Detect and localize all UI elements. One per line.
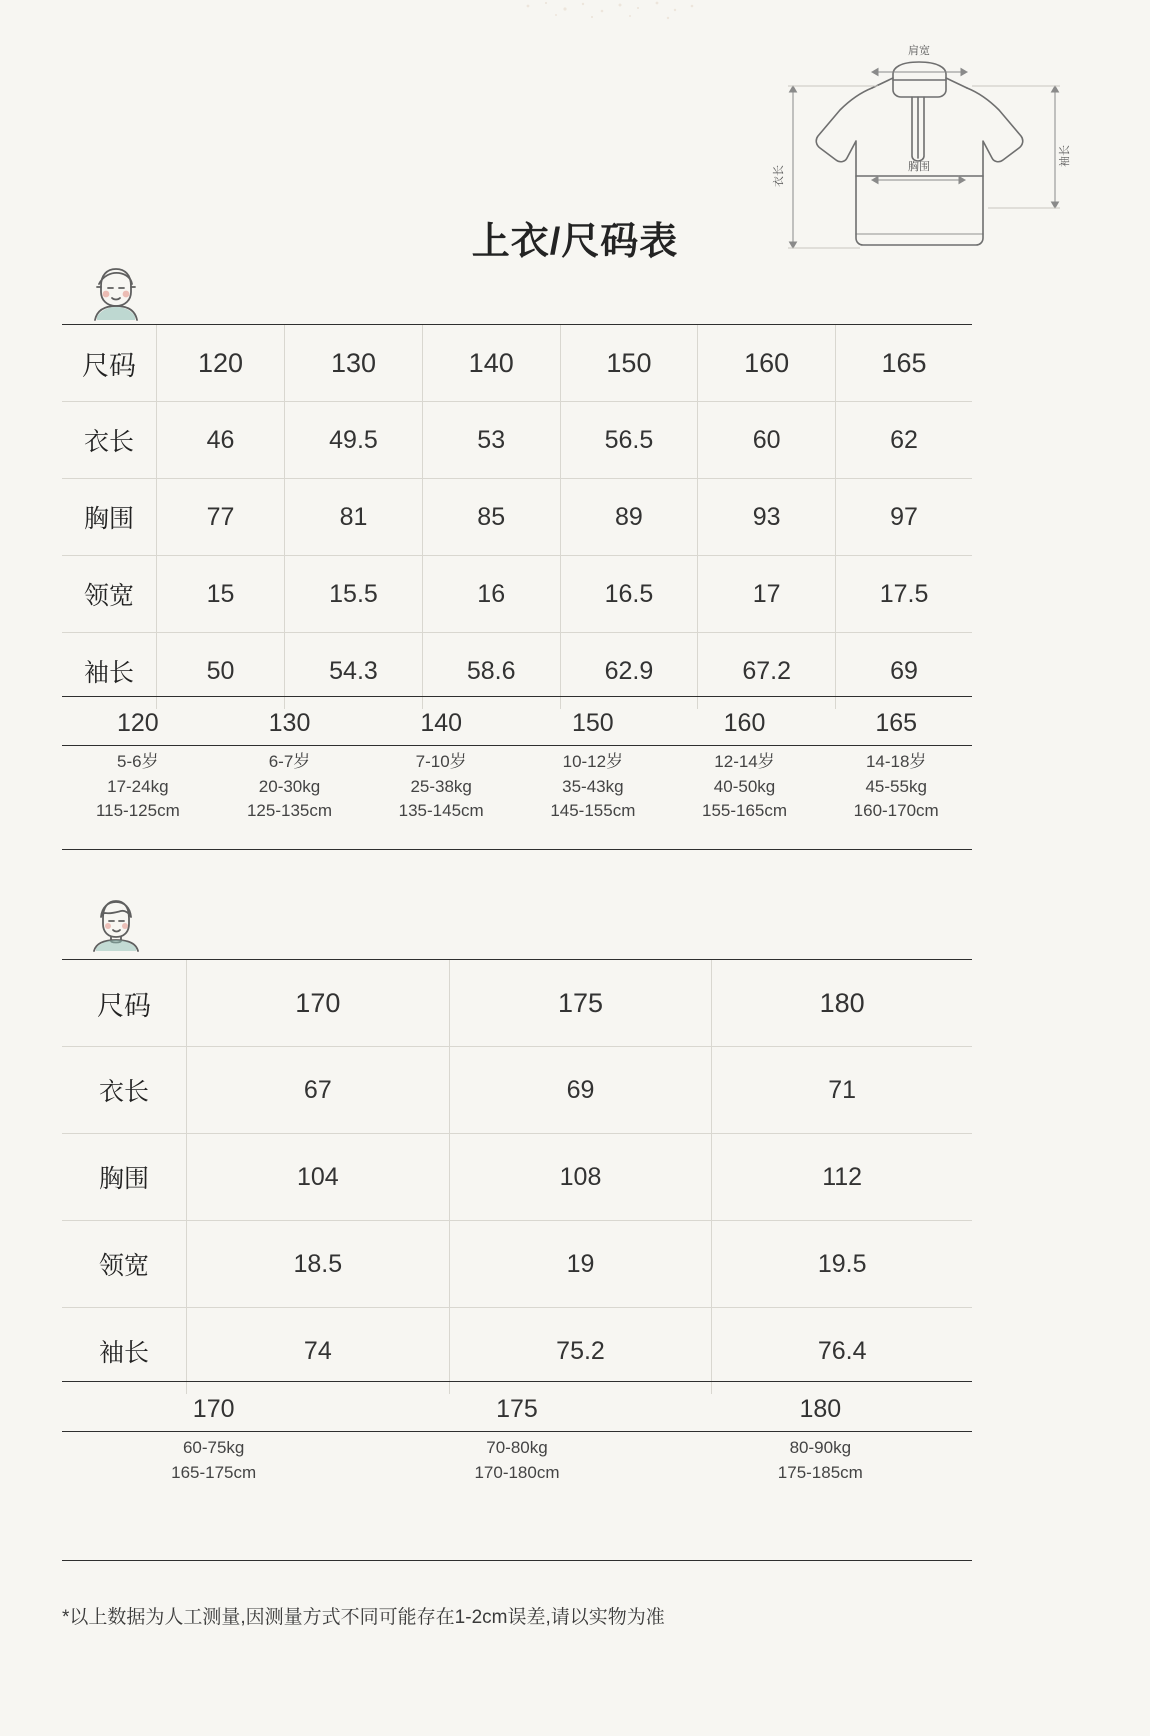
cell: 56.5 [560, 402, 698, 479]
cell: 67.2 [698, 633, 836, 710]
spec-height: 170-180cm [474, 1462, 560, 1482]
cell: 19.5 [712, 1221, 972, 1308]
cell: 15.5 [285, 556, 423, 633]
spec-size: 180 [799, 1395, 842, 1423]
cell: 175 [449, 960, 712, 1047]
adult-spec-strip [62, 1386, 972, 1497]
cell: 62.9 [560, 633, 698, 710]
spec-size: 130 [268, 709, 311, 737]
spec-size: 160 [723, 709, 766, 737]
spec-size: 170 [192, 1395, 235, 1423]
spec-age: 5-6岁 [117, 752, 159, 771]
cell: 69 [890, 656, 918, 685]
kids-spec-divider [62, 745, 972, 746]
cell: 150 [560, 325, 698, 402]
cell: 165 [836, 325, 972, 402]
cell: 19 [449, 1221, 712, 1308]
spec-height: 135-145cm [398, 801, 484, 821]
cell: 104 [187, 1134, 450, 1221]
cell: 120 [157, 325, 285, 402]
cell: 49.5 [285, 402, 423, 479]
cell: 69 [449, 1047, 712, 1134]
adult-table-bottom-rule [62, 1381, 972, 1382]
spec-height: 115-125cm [95, 801, 180, 821]
cell: 17.5 [836, 556, 972, 633]
cell: 58.6 [422, 633, 560, 710]
label-shoulder-width: 肩宽 [908, 45, 930, 57]
spec-size: 165 [875, 709, 918, 737]
row-header: 衣长 [62, 1047, 187, 1134]
row-header: 胸围 [62, 479, 157, 556]
spec-height: 175-185cm [777, 1462, 863, 1482]
cell: 62 [836, 402, 972, 479]
adult-size-table [62, 960, 972, 1394]
cell: 93 [698, 479, 836, 556]
adult-spec-detail-row [62, 1432, 972, 1497]
adult-spec-size-row [62, 1386, 972, 1431]
cell: 18.5 [187, 1221, 450, 1308]
cell: 74 [187, 1308, 450, 1395]
avatar-kid [85, 262, 147, 324]
table-row [62, 556, 972, 633]
row-header: 尺码 [62, 960, 187, 1047]
spec-height: 125-135cm [246, 801, 333, 821]
row-header: 尺码 [62, 325, 157, 402]
table-row [62, 633, 972, 710]
cell: 67 [187, 1047, 450, 1134]
row-header: 袖长 [62, 633, 157, 710]
spec-size: 140 [420, 709, 463, 737]
cell: 112 [712, 1134, 972, 1221]
cell: 76.4 [817, 1336, 867, 1365]
spec-detail [517, 746, 669, 836]
spec-weight: 25-38kg [410, 776, 472, 796]
table-row [62, 402, 972, 479]
row-header: 领宽 [62, 1221, 187, 1308]
spec-height: 145-155cm [550, 801, 636, 821]
spec-detail [669, 746, 821, 836]
adult-spec-bottom-rule [62, 1560, 972, 1561]
kids-table-bottom-rule [62, 696, 972, 697]
spec-detail [365, 746, 517, 836]
label-sleeve-length: 袖长 [1059, 145, 1071, 167]
table-row [62, 1221, 972, 1308]
kids-size-table [62, 325, 972, 709]
spec-age: 12-14岁 [714, 752, 775, 771]
cell: 53 [422, 402, 560, 479]
spec-weight: 40-50kg [713, 776, 776, 796]
spec-weight: 17-24kg [107, 776, 169, 796]
row-header: 领宽 [62, 556, 157, 633]
spec-age: 7-10岁 [415, 752, 467, 771]
cell: 108 [449, 1134, 712, 1221]
cell: 97 [836, 479, 972, 556]
spec-detail [62, 746, 214, 836]
spec-height: 165-175cm [171, 1462, 257, 1482]
cell: 15 [157, 556, 285, 633]
table-row [62, 960, 972, 1047]
cell: 130 [285, 325, 423, 402]
spec-detail [669, 1432, 972, 1497]
cell: 170 [187, 960, 450, 1047]
spec-size: 150 [571, 709, 614, 737]
spec-weight: 80-90kg [789, 1438, 852, 1457]
cell: 16.5 [560, 556, 698, 633]
cell: 160 [698, 325, 836, 402]
table-row [62, 1047, 972, 1134]
spec-detail [62, 1432, 365, 1497]
spec-weight: 35-43kg [562, 776, 624, 796]
row-header: 衣长 [62, 402, 157, 479]
decorative-speckles [520, 0, 710, 22]
cell: 71 [712, 1047, 972, 1134]
spec-detail [365, 1432, 668, 1497]
cell: 77 [157, 479, 285, 556]
cell: 54.3 [285, 633, 423, 710]
row-header: 袖长 [62, 1308, 187, 1395]
label-garment-length: 衣长 [773, 165, 785, 187]
cell: 180 [712, 960, 972, 1047]
spec-age: 10-12岁 [562, 752, 624, 771]
spec-weight: 45-55kg [865, 776, 927, 796]
spec-detail [820, 746, 972, 836]
spec-detail [214, 746, 366, 836]
kids-spec-strip [62, 700, 972, 836]
kids-spec-detail-row [62, 746, 972, 836]
cell: 140 [422, 325, 560, 402]
row-header: 胸围 [62, 1134, 187, 1221]
cell: 60 [698, 402, 836, 479]
spec-size: 175 [496, 1395, 538, 1423]
spec-height: 160-170cm [853, 801, 939, 821]
spec-age: 6-7岁 [268, 752, 311, 771]
page-title: 上衣/尺码表 [471, 221, 679, 263]
spec-weight: 60-75kg [182, 1438, 245, 1457]
kids-spec-size-row [62, 700, 972, 745]
cell: 85 [422, 479, 560, 556]
spec-size: 120 [116, 709, 159, 737]
cell: 81 [285, 479, 423, 556]
cell: 50 [157, 633, 285, 710]
cell: 89 [560, 479, 698, 556]
label-bust: 胸围 [908, 161, 930, 173]
measurement-footnote: *以上数据为人工测量,因测量方式不同可能存在1-2cm误差,请以实物为准 [62, 1607, 665, 1628]
kids-spec-bottom-rule [62, 849, 972, 850]
spec-weight: 70-80kg [486, 1438, 548, 1457]
spec-height: 155-165cm [701, 801, 788, 821]
cell: 46 [157, 402, 285, 479]
spec-weight: 20-30kg [258, 776, 321, 796]
cell: 16 [422, 556, 560, 633]
avatar-adult [85, 893, 147, 955]
table-row [62, 479, 972, 556]
cell: 75.2 [449, 1308, 712, 1395]
adult-spec-divider [62, 1431, 972, 1432]
table-row [62, 1134, 972, 1221]
table-row [62, 325, 972, 402]
spec-age: 14-18岁 [865, 752, 927, 771]
cell: 17 [698, 556, 836, 633]
